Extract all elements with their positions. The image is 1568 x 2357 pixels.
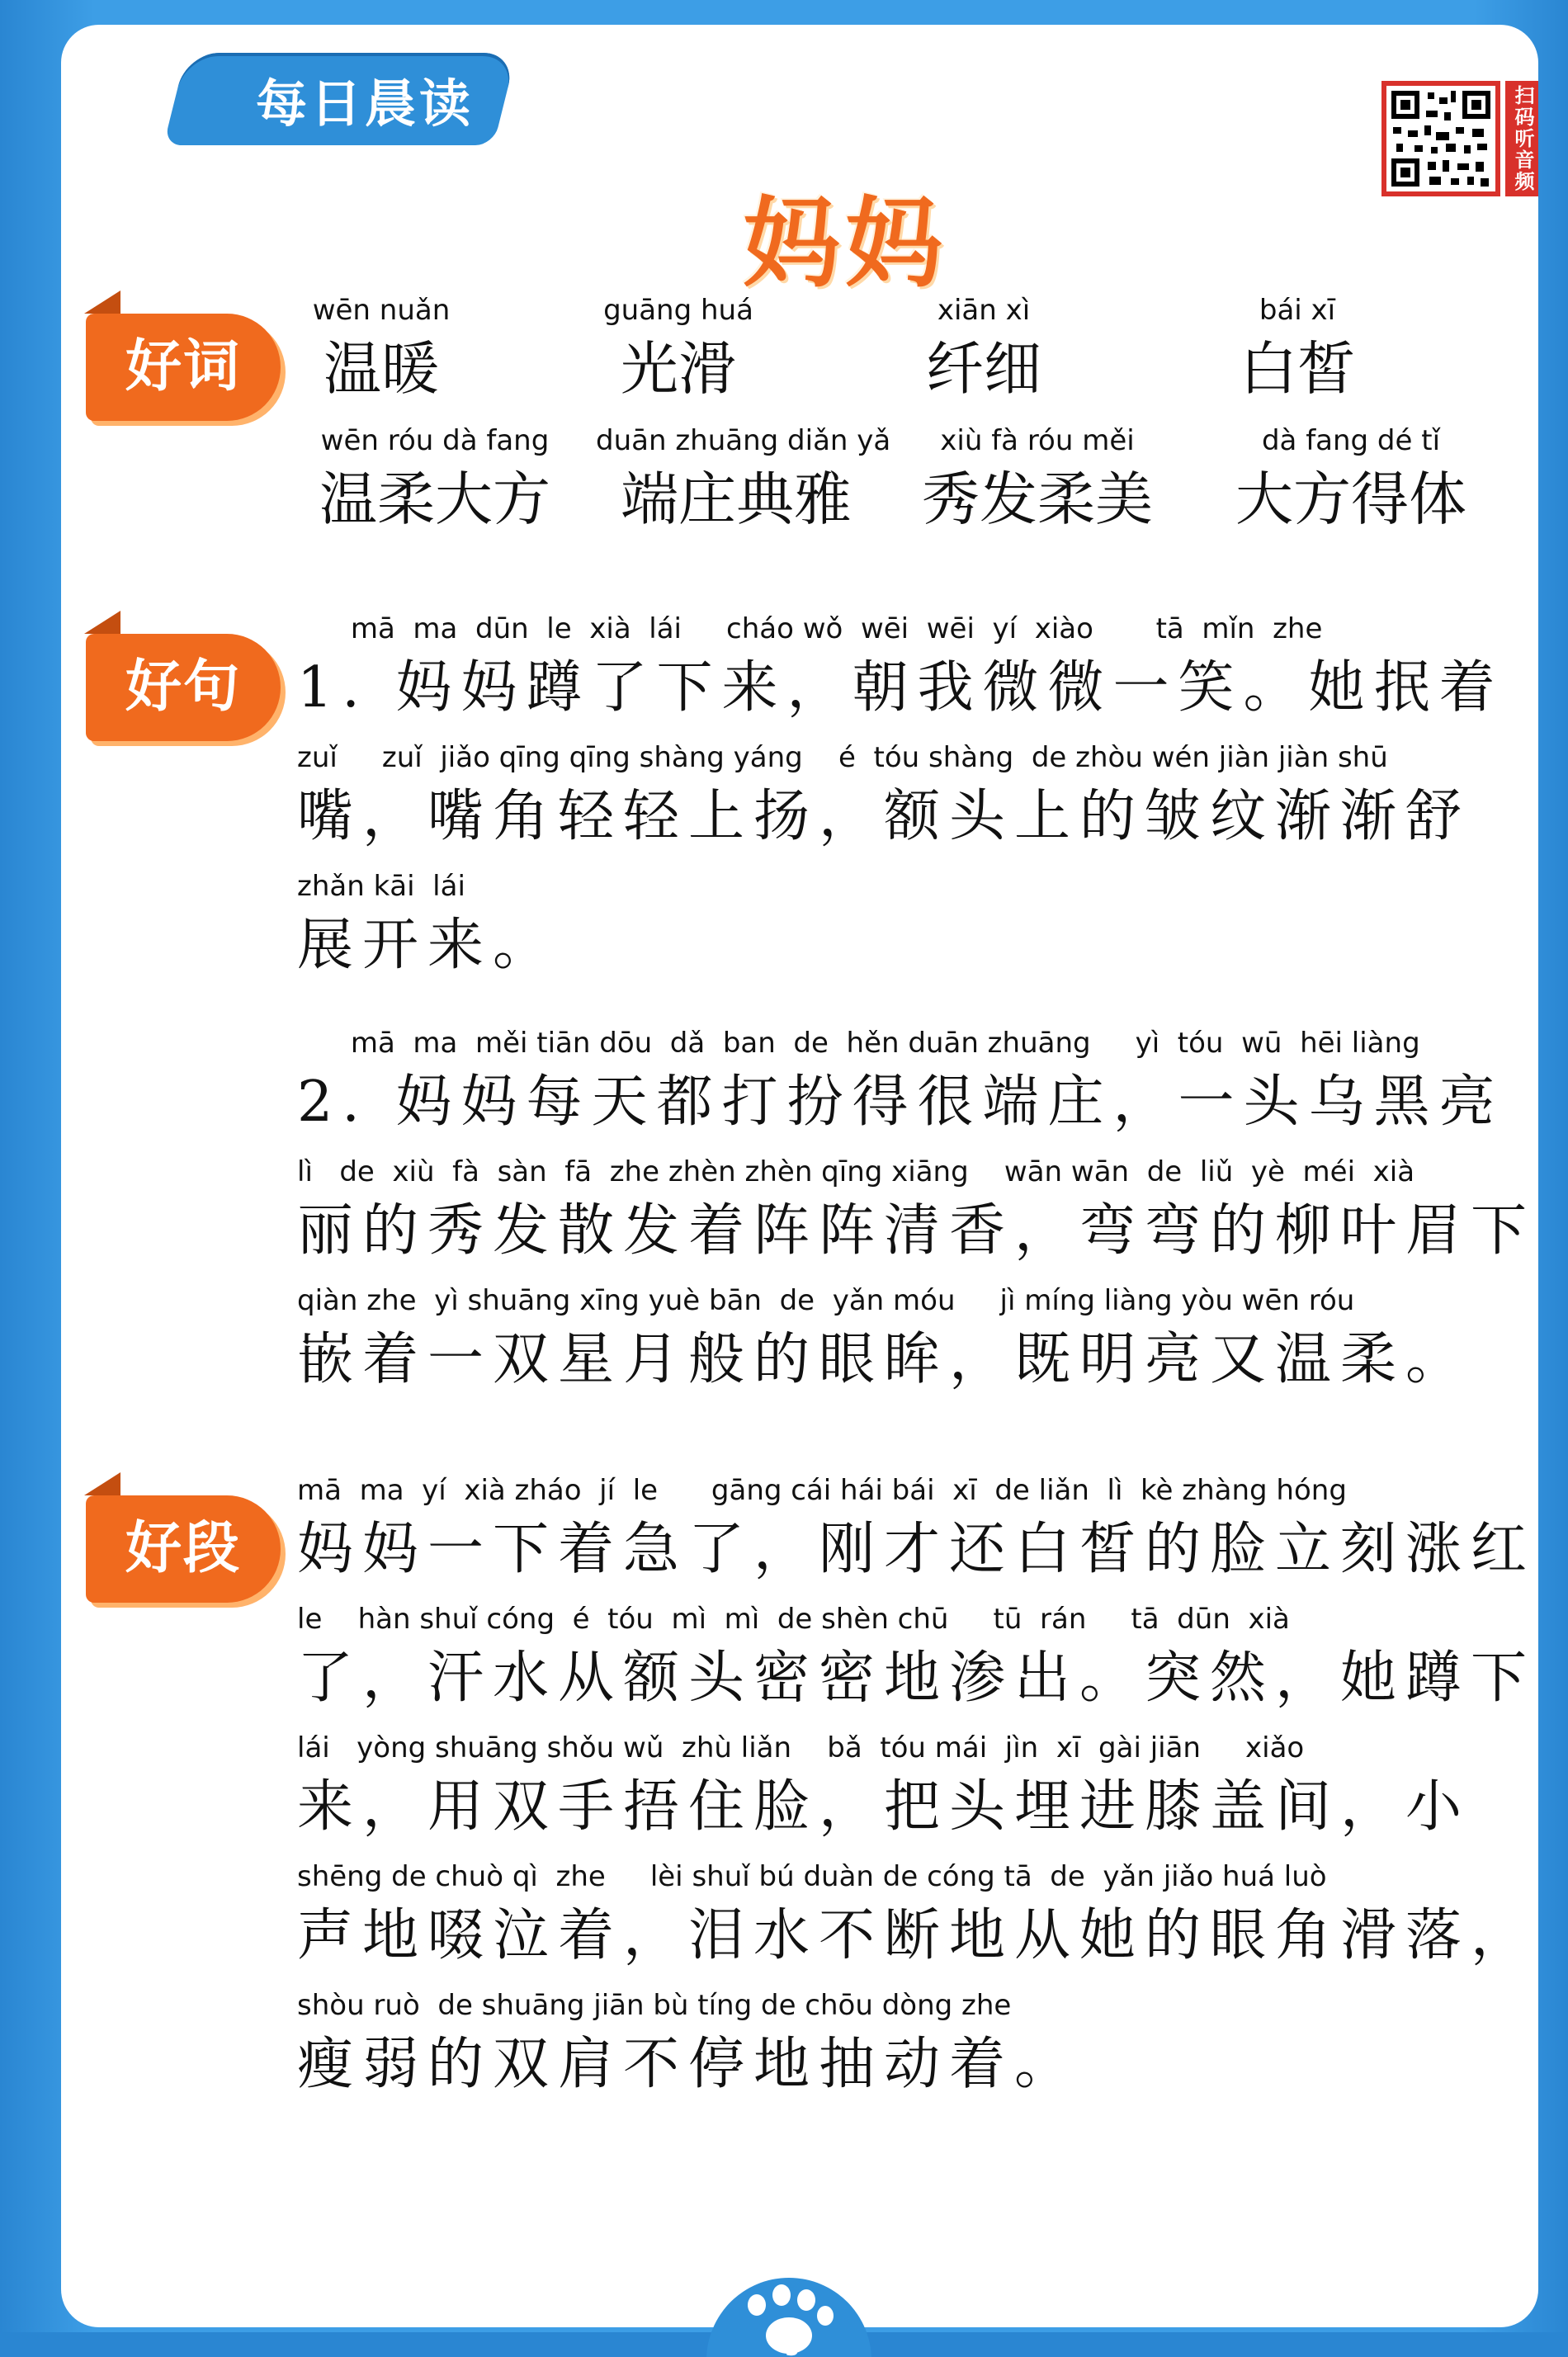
word-pinyin: xiù fà róu měi bbox=[940, 424, 1135, 457]
line-hanzi: 1. 妈妈蹲了下来，朝我微微一笑。她抿着 bbox=[297, 655, 1504, 720]
good-words-row-2 bbox=[299, 419, 1489, 551]
word-pinyin: xiān xì bbox=[937, 294, 1031, 327]
word-hanzi: 秀发柔美 bbox=[922, 465, 1153, 533]
word-item bbox=[1215, 289, 1380, 421]
line-pinyin: lì de xiù fà sàn fā zhe zhèn zhèn qīng xiāng wān wān de liǔ yè méi xià bbox=[297, 1155, 1415, 1188]
paragraph-line bbox=[297, 1984, 1489, 2103]
line-hanzi: 嵌着一双星月般的眼眸，既明亮又温柔。 bbox=[297, 1327, 1471, 1392]
line-hanzi: 丽的秀发散发着阵阵清香，弯弯的柳叶眉下 bbox=[297, 1198, 1537, 1264]
word-pinyin: dà fang dé tǐ bbox=[1261, 424, 1441, 457]
line-pinyin: zuǐ zuǐ jiǎo qīng qīng shàng yáng é tóu shàng de zhòu wén jiàn jiàn shū bbox=[297, 741, 1388, 774]
paw-toe bbox=[797, 2289, 815, 2311]
sentence-line bbox=[297, 865, 1489, 984]
sentence-line bbox=[297, 607, 1504, 726]
word-pinyin: wēn róu dà fang bbox=[320, 424, 550, 457]
line-pinyin: mā ma měi tiān dōu dǎ ban de hěn duān zhuāng yì tóu wū hēi liàng bbox=[297, 1027, 1420, 1060]
word-pinyin: bái xī bbox=[1259, 294, 1336, 327]
line-pinyin: zhǎn kāi lái bbox=[297, 870, 465, 903]
word-hanzi: 纤细 bbox=[926, 335, 1041, 403]
word-hanzi: 端庄典雅 bbox=[621, 465, 852, 533]
line-hanzi: 来，用双手捂住脸，把头埋进膝盖间，小 bbox=[297, 1774, 1471, 1840]
sentence-line bbox=[297, 1279, 1489, 1398]
word-hanzi: 温柔大方 bbox=[319, 465, 550, 533]
line-pinyin: shòu ruò de shuāng jiān bù tíng de chōu dòng zhe bbox=[297, 1989, 1012, 2022]
word-pinyin: guāng huá bbox=[603, 294, 753, 327]
line-hanzi: 瘦弱的双肩不停地抽动着。 bbox=[297, 2032, 1080, 2097]
word-hanzi: 大方得体 bbox=[1235, 465, 1466, 533]
line-hanzi: 妈妈一下着急了，刚才还白皙的脸立刻涨红 bbox=[297, 1517, 1537, 1582]
word-item bbox=[901, 289, 1066, 421]
line-hanzi: 声地啜泣着，泪水不断地从她的眼角滑落， bbox=[297, 1903, 1537, 1968]
paragraph-line bbox=[297, 1855, 1537, 1974]
word-item bbox=[596, 419, 891, 551]
paragraph-line bbox=[297, 1598, 1537, 1717]
line-hanzi: 嘴，嘴角轻轻上扬，额头上的皱纹渐渐舒 bbox=[297, 784, 1471, 849]
badge-good-words: 好词 bbox=[86, 314, 281, 421]
paw-toe bbox=[817, 2306, 834, 2326]
page-title: 妈妈 bbox=[742, 187, 947, 300]
word-item bbox=[901, 419, 1174, 551]
line-hanzi: 了，汗水从额头密密地渗出。突然，她蹲下 bbox=[297, 1646, 1537, 1711]
qr-label[interactable]: 扫码听音频 bbox=[1505, 81, 1538, 196]
word-pinyin: wēn nuǎn bbox=[312, 294, 451, 327]
good-words-row-1 bbox=[299, 289, 1489, 421]
qr-code-icon[interactable] bbox=[1381, 81, 1500, 196]
sentence-line bbox=[297, 1022, 1504, 1141]
content-page bbox=[61, 25, 1538, 2327]
word-hanzi: 光滑 bbox=[621, 335, 736, 403]
word-item bbox=[596, 289, 761, 421]
paragraph-line bbox=[297, 1726, 1489, 1845]
badge-good-paragraph: 好段 bbox=[86, 1495, 281, 1603]
word-pinyin: duān zhuāng diǎn yǎ bbox=[596, 424, 891, 457]
line-hanzi: 2. 妈妈每天都打扮得很端庄，一头乌黑亮 bbox=[297, 1070, 1504, 1135]
badge-good-sentences: 好句 bbox=[86, 634, 281, 741]
qr-block[interactable] bbox=[1381, 81, 1538, 196]
line-pinyin: qiàn zhe yì shuāng xīng yuè bān de yǎn móu jì míng liàng yòu wēn róu bbox=[297, 1284, 1355, 1317]
word-hanzi: 温暖 bbox=[324, 335, 439, 403]
sentence-line bbox=[297, 736, 1489, 855]
paw-toe bbox=[748, 2294, 766, 2316]
header-label: 每日晨读 bbox=[256, 73, 475, 134]
line-pinyin: mā ma yí xià zháo jí le gāng cái hái bái xī de liǎn lì kè zhàng hóng bbox=[297, 1474, 1347, 1507]
line-hanzi: 展开来。 bbox=[297, 913, 559, 978]
word-hanzi: 白皙 bbox=[1240, 335, 1355, 403]
word-item bbox=[299, 419, 571, 551]
line-pinyin: mā ma dūn le xià lái cháo wǒ wēi wēi yí xiào tā mǐn zhe bbox=[297, 612, 1323, 645]
word-item bbox=[1215, 419, 1487, 551]
page-number: 3 bbox=[785, 2337, 800, 2357]
word-item bbox=[299, 289, 464, 421]
line-pinyin: shēng de chuò qì zhe lèi shuǐ bú duàn de cóng tā de yǎn jiǎo huá luò bbox=[297, 1860, 1327, 1893]
line-pinyin: le hàn shuǐ cóng é tóu mì mì de shèn chū tū rán tā dūn xià bbox=[297, 1603, 1290, 1636]
paragraph-line bbox=[297, 1469, 1537, 1588]
line-pinyin: lái yòng shuāng shǒu wǔ zhù liǎn bǎ tóu mái jìn xī gài jiān xiǎo bbox=[297, 1731, 1305, 1764]
paw-toe bbox=[772, 2284, 791, 2306]
sentence-line bbox=[297, 1150, 1537, 1269]
